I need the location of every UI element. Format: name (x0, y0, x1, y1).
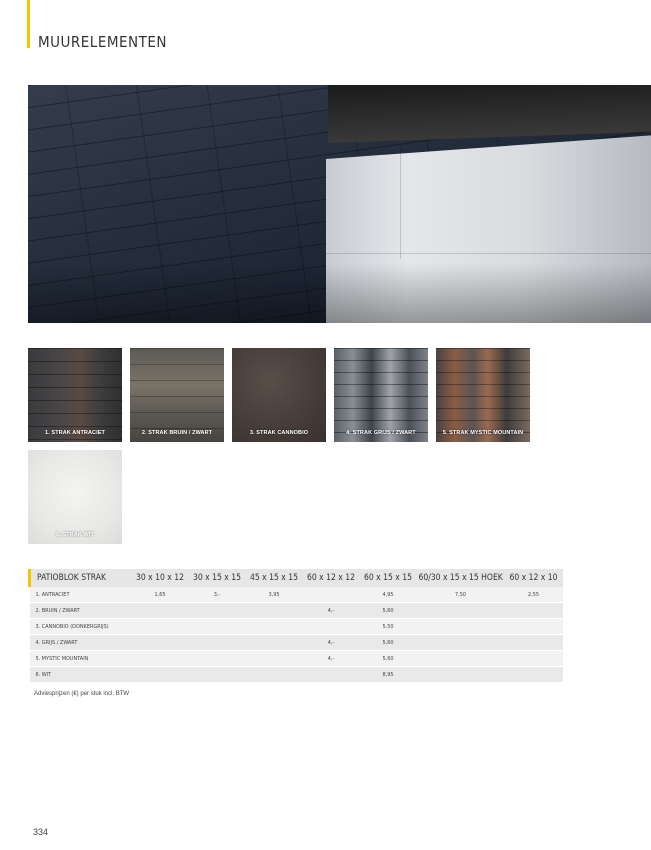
table-cell (246, 635, 303, 651)
hero-wall-joint (400, 147, 401, 259)
column-header: 60/30 x 15 x 15 HOEK (417, 569, 505, 587)
column-header: 60 x 12 x 12 (303, 569, 360, 587)
table-cell (303, 587, 360, 603)
table-cell: 2. BRUIN / ZWART (30, 603, 132, 619)
table-cell: 4. GRIJS / ZWART (30, 635, 132, 651)
column-header: 60 x 15 x 15 (360, 569, 417, 587)
price-table (28, 569, 563, 683)
table-cell: 2,55 (505, 587, 563, 603)
page-number: 334 (33, 827, 49, 837)
column-header: 30 x 15 x 15 (189, 569, 246, 587)
table-cell: 4,- (303, 635, 360, 651)
table-cell (189, 651, 246, 667)
swatch-label: 3. STRAK CANNOBIO (249, 430, 309, 436)
swatch-label: 4. STRAK GRIJS / ZWART (346, 430, 416, 436)
table-cell (417, 635, 505, 651)
swatch-label: 1. STRAK ANTRACIET (45, 430, 105, 436)
swatch-bruin-zwart (130, 348, 224, 442)
page-title: MUURELEMENTEN (38, 33, 167, 51)
swatch-label: 2. STRAK BRUIN / ZWART (141, 430, 213, 436)
table-cell (505, 667, 563, 683)
column-header: PATIOBLOK STRAK (30, 569, 132, 587)
table-cell (132, 603, 189, 619)
table-cell: 5,60 (360, 635, 417, 651)
table-cell: 5. MYSTIC MOUNTAIN (30, 651, 132, 667)
column-header: 30 x 10 x 12 (132, 569, 189, 587)
hero-photo (28, 85, 651, 323)
hero-shadow (28, 263, 651, 323)
table-cell: 5,60 (360, 603, 417, 619)
table-cell: 7,50 (417, 587, 505, 603)
table-cell: 4,- (303, 603, 360, 619)
table-row (30, 603, 563, 619)
table-row (30, 587, 563, 603)
table-cell (303, 667, 360, 683)
table-cell (417, 667, 505, 683)
table-cell (189, 635, 246, 651)
swatch-antraciet (28, 348, 122, 442)
price-footnote: Adviesprijzen (€) per stuk incl. BTW (34, 691, 130, 697)
table-cell: 5,60 (360, 651, 417, 667)
table-cell (417, 619, 505, 635)
table-row (30, 619, 563, 635)
table-cell (246, 667, 303, 683)
table-cell (505, 651, 563, 667)
table-row (30, 667, 563, 683)
swatch-label: 5. STRAK MYSTIC MOUNTAIN (442, 430, 524, 436)
table-cell (417, 603, 505, 619)
column-header: 60 x 12 x 10 (505, 569, 563, 587)
table-cell: 5,50 (360, 619, 417, 635)
table-cell (417, 651, 505, 667)
swatch-label: 6. STRAK WIT (56, 532, 94, 538)
table-cell: 1,65 (132, 587, 189, 603)
table-cell (189, 619, 246, 635)
table-cell (505, 635, 563, 651)
table-cell: 4,- (303, 651, 360, 667)
table-cell (132, 635, 189, 651)
table-cell (303, 619, 360, 635)
swatch-cannobio (232, 348, 326, 442)
table-row (30, 635, 563, 651)
swatch-mystic-mountain (436, 348, 530, 442)
table-header-row (30, 569, 563, 587)
table-cell: 3. CANNOBIO (DONKERGRIJS) (30, 619, 132, 635)
table-cell (246, 619, 303, 635)
table-cell (189, 667, 246, 683)
table-cell (189, 603, 246, 619)
table-cell: 4,95 (360, 587, 417, 603)
table-cell (132, 651, 189, 667)
table-cell (246, 651, 303, 667)
table-row (30, 651, 563, 667)
table-cell: 1. ANTRACIET (30, 587, 132, 603)
swatch-wit (28, 450, 122, 544)
column-header: 45 x 15 x 15 (246, 569, 303, 587)
table-cell (505, 603, 563, 619)
table-cell (132, 667, 189, 683)
table-cell: 3,95 (246, 587, 303, 603)
table-cell: 3,- (189, 587, 246, 603)
swatch-grijs-zwart (334, 348, 428, 442)
table-cell: 6. WIT (30, 667, 132, 683)
table-cell (132, 619, 189, 635)
table-cell: 8,95 (360, 667, 417, 683)
header-accent-bar (27, 0, 30, 48)
table-cell (505, 619, 563, 635)
table-cell (246, 603, 303, 619)
